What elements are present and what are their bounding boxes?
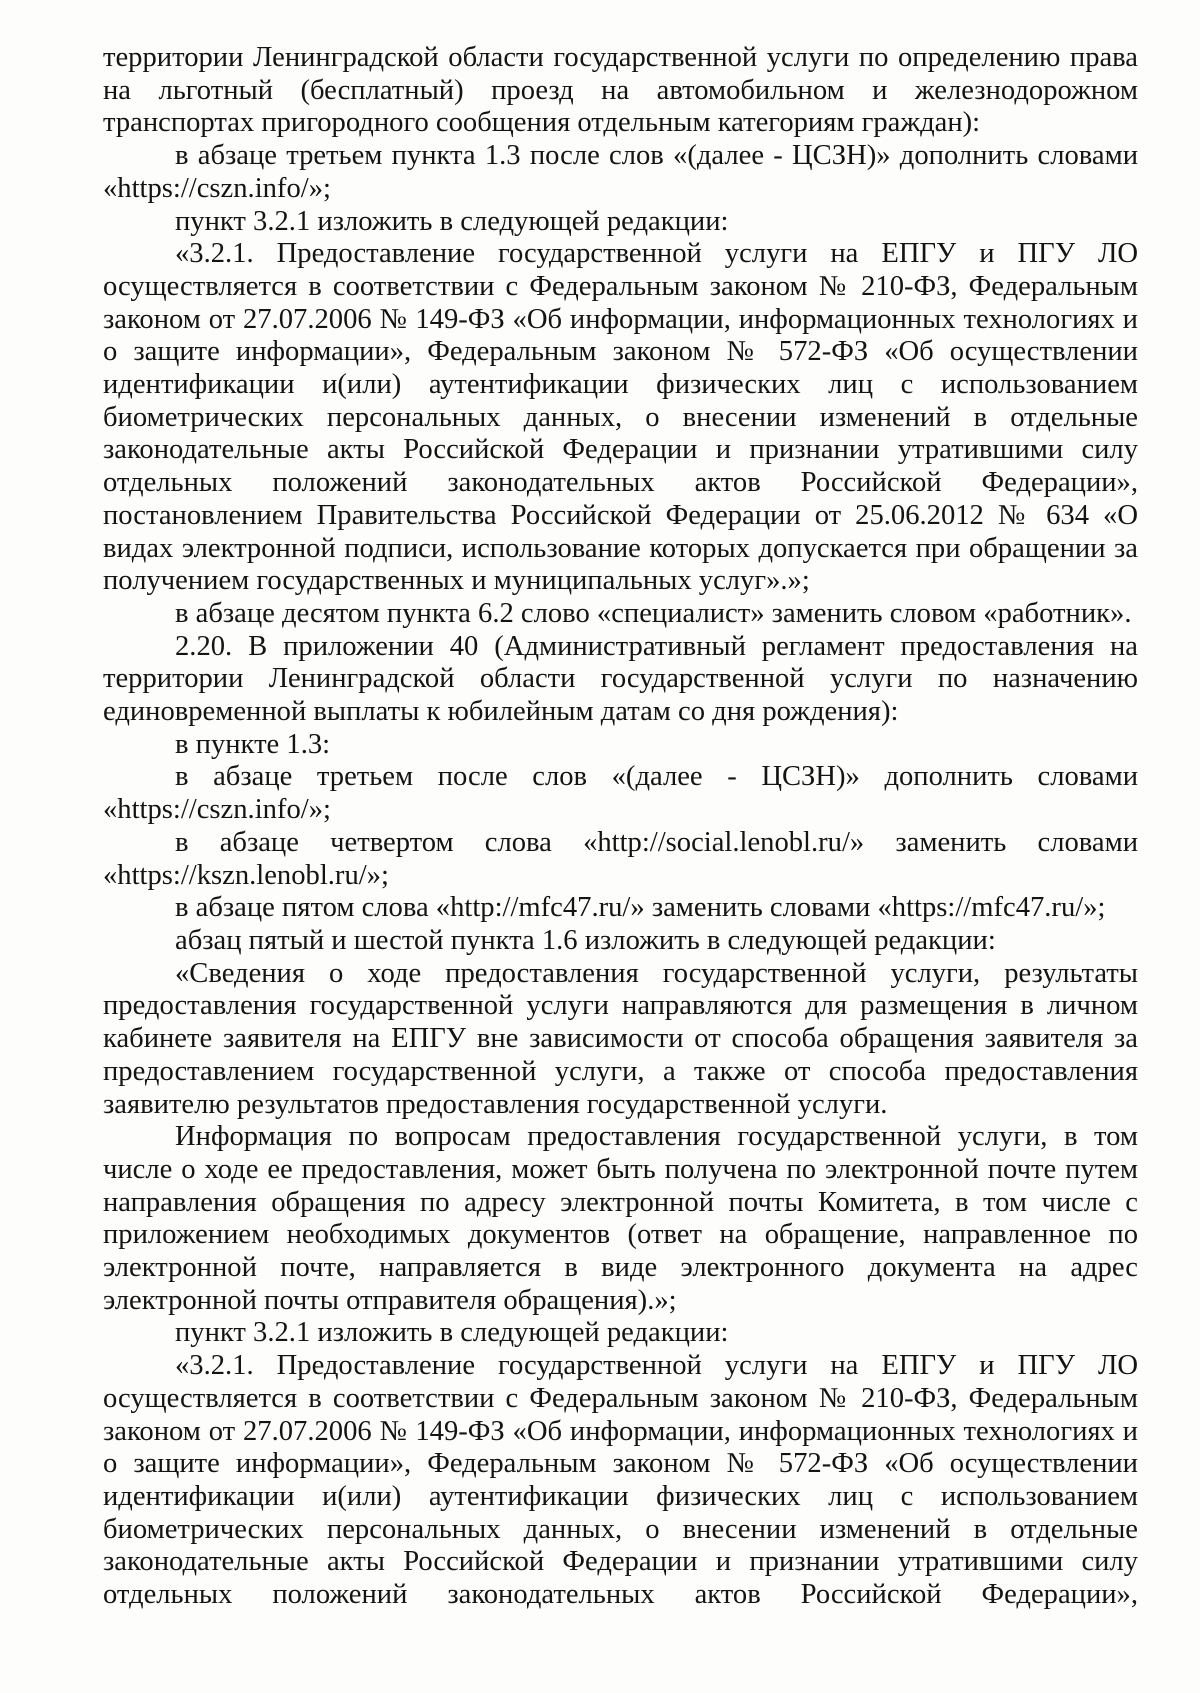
- paragraph-amend-6-2: в абзаце десятом пункта 6.2 слово «специалист» заменить словом «работник».: [175, 597, 1132, 629]
- document-body: [103, 42, 1138, 1612]
- paragraph-amend-1-3: в абзаце третьем пункта 1.3 после слов «(далее - ЦСЗН)» дополнить словами «https://cszn.info/»;: [103, 140, 1138, 204]
- paragraph-point-1-3: в пункте 1.3:: [175, 728, 331, 760]
- paragraph-point-1-6-intro: абзац пятый и шестой пункта 1.6 изложить в следующей редакции:: [175, 924, 996, 956]
- paragraph-abzac-5: в абзаце пятом слова «http://mfc47.ru/» заменить словами «https://mfc47.ru/»;: [175, 892, 1106, 924]
- paragraph-2-20: 2.20. В приложении 40 (Административный регламент предоставления на территории Ленинградской области государственной услуги по назначению единовременной выплаты к юбилейным датам со дня рождения):: [103, 630, 1138, 728]
- paragraph-point-3-2-1-text-2: «3.2.1. Предоставление государственной услуги на ЕПГУ и ПГУ ЛО осуществляется в соответствии с Федеральным законом № 210-ФЗ, Федеральным законом от 27.07.2006 № 149-ФЗ «Об информации, информационных технологиях и о защите информации», Федеральным законом № 572-ФЗ «Об осуществлении идентификации и(или) аутентификации физических лиц с использованием биометрических персональных данных, о внесении изменений в отдельные законодательные акты Российской Федерации и признании утратившими силу отдельных положений законодательных актов Российской Федерации»,: [103, 1350, 1138, 1611]
- paragraph-abzac-3: в абзаце третьем после слов «(далее - ЦСЗН)» дополнить словами «https://cszn.info/»;: [103, 761, 1138, 826]
- paragraph-abzac-4: в абзаце четвертом слова «http://social.lenobl.ru/» заменить словами «https://kszn.lenobl.ru/»;: [103, 826, 1138, 891]
- paragraph-point-3-2-1-intro-2: пункт 3.2.1 изложить в следующей редакции:: [175, 1317, 729, 1349]
- paragraph-informaciya: Информация по вопросам предоставления государственной услуги, в том числе о ходе ее предоставления, может быть получена по электронной почте путем направления обращения по адресу электронной почты Комитета, в том числе с приложением необходимых документов (ответ на обращение, направленное по электронной почте, направляется в виде электронного документа на адрес электронной почты отправителя обращения).»;: [103, 1121, 1138, 1316]
- paragraph-svedeniya: «Сведения о ходе предоставления государственной услуги, результаты предоставления государственной услуги направляются для размещения в личном кабинете заявителя на ЕПГУ вне зависимости от способа обращения заявителя за предоставлением государственной услуги, а также от способа предоставления заявителю результатов предоставления государственной услуги.: [103, 957, 1138, 1120]
- paragraph-point-3-2-1-text: «3.2.1. Предоставление государственной услуги на ЕПГУ и ПГУ ЛО осуществляется в соответствии с Федеральным законом № 210-ФЗ, Федеральным законом от 27.07.2006 № 149-ФЗ «Об информации, информационных технологиях и о защите информации», Федеральным законом № 572-ФЗ «Об осуществлении идентификации и(или) аутентификации физических лиц с использованием биометрических персональных данных, о внесении изменений в отдельные законодательные акты Российской Федерации и признании утратившими силу отдельных положений законодательных актов Российской Федерации», постановлением Правительства Российской Федерации от 25.06.2012 № 634 «О видах электронной подписи, использование которых допускается при обращении за получением государственных и муниципальных услуг».»;: [103, 238, 1138, 597]
- paragraph-continuation: территории Ленинградской области государственной услуги по определению права на льготный (бесплатный) проезд на автомобильном и железнодорожном транспортах пригородного сообщения отдельным категориям граждан):: [103, 42, 1138, 139]
- paragraph-point-3-2-1-intro: пункт 3.2.1 изложить в следующей редакции:: [175, 205, 729, 237]
